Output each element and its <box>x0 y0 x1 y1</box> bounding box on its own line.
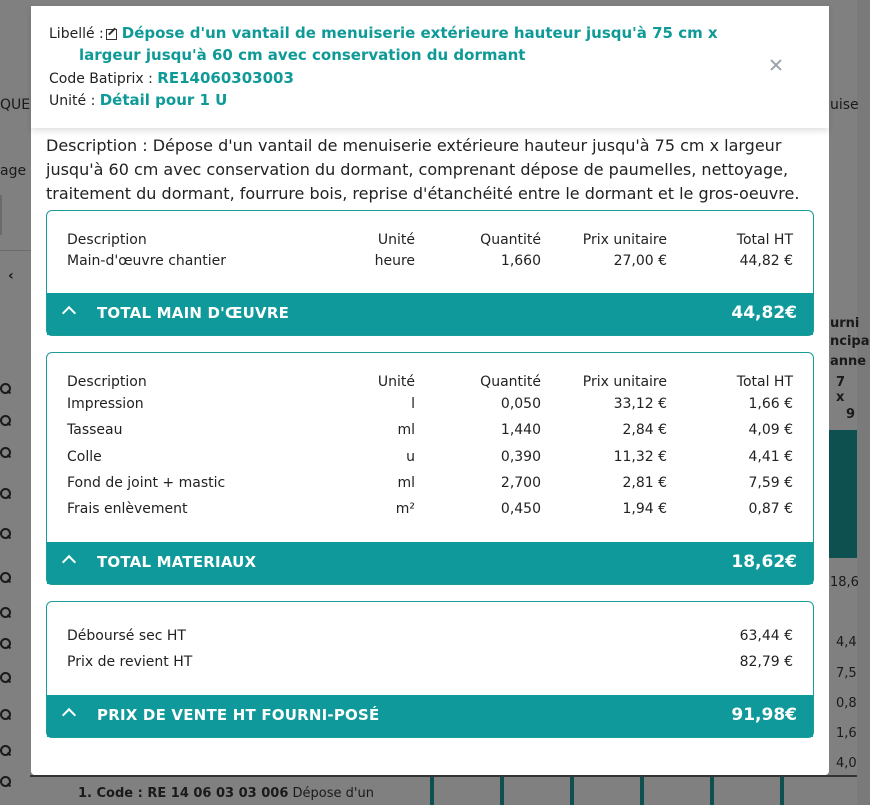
description-text <box>46 134 821 206</box>
libelle-value-line2: largeur jusqu'à 60 cm avec conservation du dormant <box>79 46 526 64</box>
table-row <box>47 251 813 271</box>
chevron-up-icon[interactable] <box>62 708 76 722</box>
debourse-value: 63,44 € <box>739 628 793 644</box>
debourse-label: Déboursé sec HT <box>67 628 186 644</box>
table-row <box>47 394 813 414</box>
bg-divider <box>30 775 857 777</box>
description-line: jusqu'à 60 cm avec conservation du dormant, comprenant dépose de paumelles, nettoyage, <box>46 160 789 179</box>
cell-total-ht: 1,66 € <box>748 396 793 412</box>
bg-column-header: ncipa <box>830 334 870 349</box>
libelle-row-continued <box>79 45 525 66</box>
search-icon[interactable] <box>0 672 10 684</box>
cell-description: Impression <box>67 396 144 412</box>
bg-highlight-column <box>829 430 857 558</box>
bg-cell-value: 4,4 <box>836 635 857 650</box>
bg-heading-fragment: QUE <box>0 97 31 113</box>
libelle-row <box>49 23 718 44</box>
chevron-up-icon[interactable] <box>62 555 76 569</box>
search-icon[interactable] <box>0 383 10 395</box>
bg-column-header: anne <box>830 354 867 369</box>
cell-unite: ml <box>397 475 415 491</box>
cell-unite: u <box>406 449 415 465</box>
col-header-total-ht: Total HT <box>736 232 793 248</box>
libelle-value-line1: Dépose d'un vantail de menuiserie extérieure hauteur jusqu'à 75 cm x <box>121 24 718 42</box>
chevron-left-icon[interactable]: ‹ <box>8 268 14 284</box>
cell-unite: m² <box>395 501 415 517</box>
bg-cell-border <box>710 777 714 805</box>
chevron-up-icon[interactable] <box>62 306 76 320</box>
cell-description: Main-d'œuvre chantier <box>67 253 226 269</box>
code-value: RE14060303003 <box>157 69 294 87</box>
bg-cell-border <box>500 777 504 805</box>
materiaux-card <box>46 352 814 585</box>
bg-label-fragment: age <box>0 163 27 179</box>
revient-row <box>47 652 813 672</box>
cell-total-ht: 0,87 € <box>748 501 793 517</box>
cell-prix-unitaire: 11,32 € <box>613 449 667 465</box>
bg-cell-border <box>780 777 784 805</box>
bg-divider <box>0 250 31 251</box>
search-icon[interactable] <box>0 776 10 788</box>
cell-quantite: 2,700 <box>500 475 541 491</box>
col-header-description: Description <box>67 232 147 248</box>
col-header-total-ht: Total HT <box>736 374 793 390</box>
cell-description: Fond de joint + mastic <box>67 475 226 491</box>
search-icon[interactable] <box>0 415 10 427</box>
cell-total-ht: 4,09 € <box>748 422 793 438</box>
col-header-prix-unitaire: Prix unitaire <box>582 374 667 390</box>
unite-label: Unité : <box>49 93 96 109</box>
bg-cell-value: 7,5 <box>836 666 857 681</box>
bg-cell-value: 18,6 <box>830 575 859 590</box>
bg-row-code: 1. Code : RE 14 06 03 03 006 Dépose d'un <box>78 786 374 801</box>
debourse-row <box>47 626 813 646</box>
unite-row <box>49 90 227 111</box>
cell-quantite: 0,390 <box>500 449 541 465</box>
libelle-label: Libellé : <box>49 26 104 42</box>
cell-unite: l <box>411 396 415 412</box>
prix-vente-value: 91,98€ <box>731 705 797 725</box>
revient-value: 82,79 € <box>739 654 793 670</box>
bg-column-value: 9 <box>846 407 856 422</box>
search-icon[interactable] <box>0 572 10 584</box>
prix-vente-bar[interactable] <box>47 695 813 737</box>
cell-quantite: 0,450 <box>500 501 541 517</box>
search-icon[interactable] <box>0 745 10 757</box>
col-header-unite: Unité <box>377 232 415 248</box>
bg-column-header: 7 x <box>836 375 846 405</box>
description-line: traitement du dormant, fourrure bois, reprise d'étanchéité entre le dormant et le gros-oeuvre. <box>46 184 800 203</box>
col-header-unite: Unité <box>377 374 415 390</box>
cell-quantite: 1,660 <box>500 253 541 269</box>
total-materiaux-label: TOTAL MATERIAUX <box>97 553 257 571</box>
cell-description: Tasseau <box>67 422 123 438</box>
detail-modal <box>31 6 829 775</box>
search-icon[interactable] <box>0 709 10 721</box>
search-icon[interactable] <box>0 528 10 540</box>
cell-total-ht: 7,59 € <box>748 475 793 491</box>
cell-prix-unitaire: 27,00 € <box>613 253 667 269</box>
bg-cell-border <box>570 777 574 805</box>
modal-header <box>31 6 829 128</box>
cell-prix-unitaire: 1,94 € <box>622 501 667 517</box>
cell-unite: heure <box>374 253 415 269</box>
code-label: Code Batiprix : <box>49 71 153 87</box>
bg-column-header: urni <box>830 316 860 331</box>
col-header-quantite: Quantité <box>480 232 541 248</box>
description-line: Description : Dépose d'un vantail de menuiserie extérieure hauteur jusqu'à 75 cm x largeur <box>46 136 782 155</box>
col-header-prix-unitaire: Prix unitaire <box>582 232 667 248</box>
cell-description: Colle <box>67 449 102 465</box>
total-main-oeuvre-value: 44,82€ <box>731 303 797 323</box>
col-header-quantite: Quantité <box>480 374 541 390</box>
cell-total-ht: 44,82 € <box>739 253 793 269</box>
prix-vente-card <box>46 601 814 738</box>
table-row <box>47 499 813 519</box>
table-row <box>47 473 813 493</box>
bg-cell-value: 4,0 <box>836 756 857 771</box>
cell-quantite: 0,050 <box>500 396 541 412</box>
code-row <box>49 68 294 89</box>
table-header-row <box>47 230 813 250</box>
bg-cell-border <box>430 777 434 805</box>
cell-prix-unitaire: 2,84 € <box>622 422 667 438</box>
bg-divider <box>0 195 2 235</box>
bg-cell-value: 0,8 <box>836 696 857 711</box>
bg-cell-value: 1,6 <box>836 726 857 741</box>
close-icon[interactable] <box>769 58 783 72</box>
total-materiaux-bar[interactable] <box>47 542 813 584</box>
bg-heading-fragment-right: uise <box>830 97 859 113</box>
table-row <box>47 447 813 467</box>
total-main-oeuvre-bar[interactable] <box>47 293 813 335</box>
cell-prix-unitaire: 33,12 € <box>613 396 667 412</box>
edit-icon[interactable] <box>106 27 118 39</box>
total-materiaux-value: 18,62€ <box>731 552 797 572</box>
cell-prix-unitaire: 2,81 € <box>622 475 667 491</box>
cell-total-ht: 4,41 € <box>748 449 793 465</box>
col-header-description: Description <box>67 374 147 390</box>
search-icon[interactable] <box>0 447 10 459</box>
cell-quantite: 1,440 <box>500 422 541 438</box>
search-icon[interactable] <box>0 607 10 619</box>
search-icon[interactable] <box>0 488 10 500</box>
cell-unite: ml <box>397 422 415 438</box>
unite-value: Détail pour 1 U <box>99 91 228 109</box>
bg-cell-border <box>640 777 644 805</box>
cell-description: Frais enlèvement <box>67 501 188 517</box>
main-oeuvre-card <box>46 210 814 336</box>
table-row <box>47 420 813 440</box>
total-main-oeuvre-label: TOTAL MAIN D'ŒUVRE <box>97 304 290 322</box>
revient-label: Prix de revient HT <box>67 654 193 670</box>
search-icon[interactable] <box>0 638 10 650</box>
prix-vente-label: PRIX DE VENTE HT FOURNI-POSÉ <box>97 706 380 724</box>
table-header-row <box>47 372 813 392</box>
